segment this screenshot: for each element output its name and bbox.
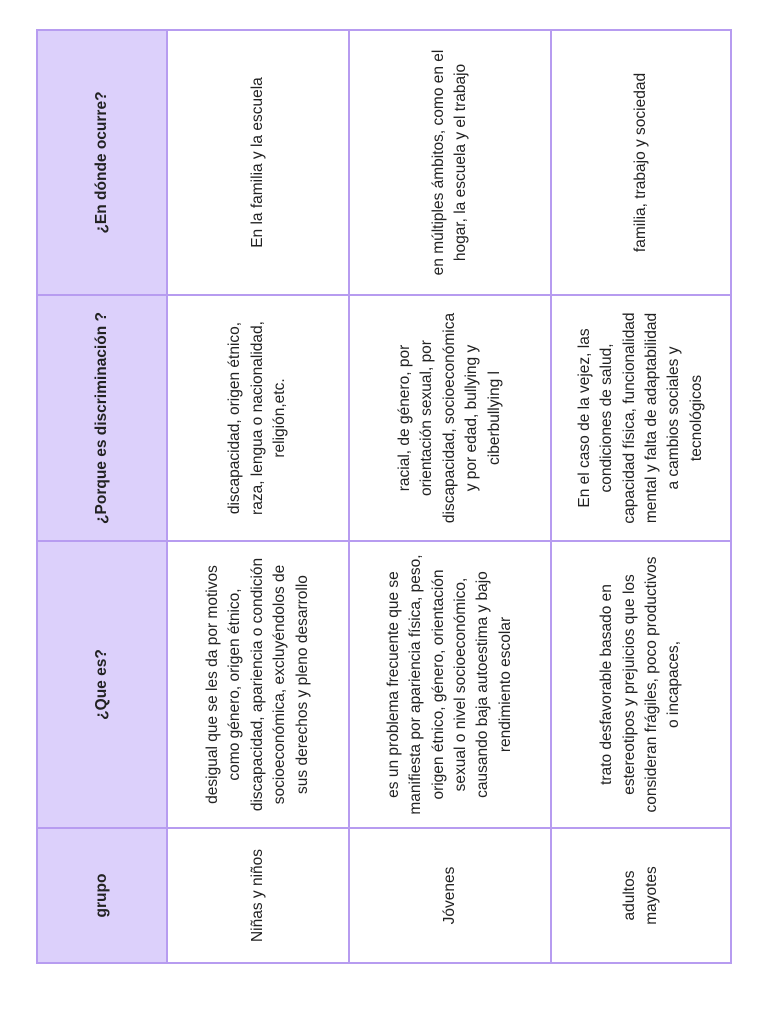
cell-donde: familia, trabajo y sociedad — [551, 30, 731, 295]
cell-grupo: adultos mayotes — [551, 828, 731, 963]
cell-que-es: es un problema frecuente que se manifiesta por apariencia física, peso, origen étnico, género, orientación sexual o nivel socioeconómico, causando baja autoestima y bajo rendimiento escolar — [349, 541, 551, 828]
header-donde: ¿En dónde ocurre? — [37, 30, 167, 295]
header-grupo: grupo — [37, 828, 167, 963]
header-row — [37, 30, 167, 963]
cell-que-es: desigual que se les da por motivos como género, origen étnico, discapacidad, apariencia o condición socioeconómica, excluyéndolos de sus derechos y pleno desarrollo — [167, 541, 349, 828]
header-porque: ¿Porque es discriminación ? — [37, 295, 167, 541]
discrimination-table — [36, 29, 732, 964]
cell-porque: discapacidad, origen étnico, raza, lengua o nacionalidad, religión,etc. — [167, 295, 349, 541]
header-que-es: ¿Que es? — [37, 541, 167, 828]
table-row — [349, 30, 551, 963]
cell-que-es: trato desfavorable basado en estereotipos y prejuicios que los consideran frágiles, poco productivos o incapaces, — [551, 541, 731, 828]
cell-grupo: Niñas y niños — [167, 828, 349, 963]
cell-donde: En la familia y la escuela — [167, 30, 349, 295]
cell-porque: racial, de género, por orientación sexual, por discapacidad, socioeconómica y por edad, bullying y ciberbullying l — [349, 295, 551, 541]
rotated-table-container — [36, 31, 768, 943]
cell-porque: En el caso de la vejez, las condiciones de salud, capacidad física, funcionalidad mental y falta de adaptabilidad a cambios sociales y tecnológicos — [551, 295, 731, 541]
cell-grupo: Jóvenes — [349, 828, 551, 963]
table-row — [167, 30, 349, 963]
table-row — [551, 30, 731, 963]
cell-donde: en múltiples ámbitos, como en el hogar, la escuela y el trabajo — [349, 30, 551, 295]
